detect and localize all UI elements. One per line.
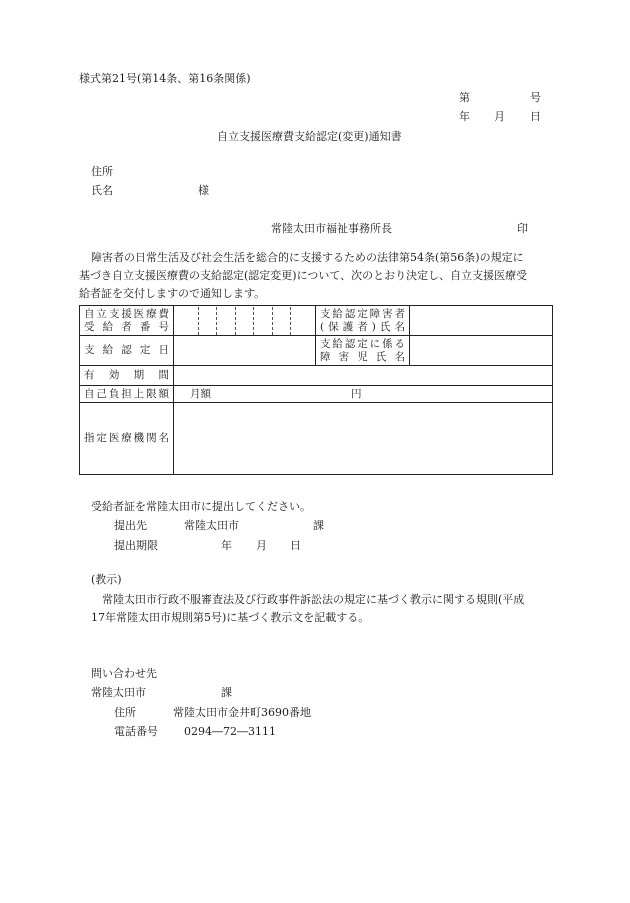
yen-label: 円 [351, 388, 362, 400]
submit-to-label: 提出先 [114, 519, 147, 532]
table-row [80, 336, 553, 366]
validity-label: 有効期間 [80, 366, 174, 386]
guardian-name-label: 支給認定障害者 (保護者)氏名 [316, 306, 410, 336]
table-row [80, 386, 553, 403]
submission-intro: 受給者証を常陸太田市に提出してください。 [91, 500, 311, 513]
certification-table [79, 305, 553, 475]
instruction-line-2: 17年常陸太田市規則第5号)に基づく教示文を記載する。 [91, 611, 370, 624]
number-prefix: 第 [459, 91, 470, 104]
limit-value [174, 386, 553, 403]
deadline-year: 年 [221, 539, 232, 552]
recipient-number-cells [174, 306, 316, 336]
seal-mark: 印 [517, 222, 528, 235]
table-row [80, 366, 553, 386]
body-line-1: 障害者の日常生活及び社会生活を総合的に支援するための法律第54条(第56条)の規定に [91, 251, 524, 264]
monthly-label: 月額 [190, 387, 211, 400]
submit-section: 課 [313, 519, 324, 532]
contact-address-label: 住所 [114, 706, 136, 719]
date-month: 月 [494, 110, 505, 123]
table-row [80, 403, 553, 475]
address-label: 住所 [91, 165, 113, 178]
body-line-2: 基づき自立支援医療費の支給認定(認定変更)について、次のとおり決定し、自立支援医療受 [79, 269, 528, 282]
date-year: 年 [459, 110, 470, 123]
institution-value [174, 403, 553, 475]
contact-org: 常陸太田市 [91, 686, 146, 699]
limit-label: 自己負担上限額 [80, 386, 174, 403]
child-name-label: 支給認定に係る 障害児氏名 [316, 336, 410, 366]
honorific: 様 [198, 184, 209, 197]
contact-phone-label: 電話番号 [114, 725, 158, 738]
name-label: 氏名 [91, 184, 113, 197]
contact-phone: 0294―72―3111 [184, 725, 276, 738]
deadline-label: 提出期限 [114, 539, 158, 552]
issuer-name: 常陸太田市福祉事務所長 [271, 222, 392, 235]
instruction-heading: (教示) [91, 573, 122, 586]
cert-date-label: 支給認定日 [80, 336, 174, 366]
number-suffix: 号 [530, 91, 541, 104]
recipient-number-label: 自立支援医療費 受給者番号 [80, 306, 174, 336]
contact-address: 常陸太田市金井町3690番地 [173, 706, 311, 719]
date-day: 日 [530, 110, 541, 123]
document-title: 自立支援医療費支給認定(変更)通知書 [217, 130, 402, 143]
validity-value [174, 366, 553, 386]
form-number: 様式第21号(第14条、第16条関係) [79, 72, 251, 85]
instruction-line-1: 常陸太田市行政不服審査法及び行政事件訴訟法の規定に基づく教示に関する規則(平成 [102, 593, 525, 606]
institution-label: 指定医療機関名 [80, 403, 174, 475]
contact-section: 課 [221, 686, 232, 699]
submit-to-value: 常陸太田市 [184, 519, 239, 532]
table-row [80, 306, 553, 336]
deadline-day: 日 [290, 539, 301, 552]
guardian-name-value [410, 306, 553, 336]
body-line-3: 給者証を交付しますので通知します。 [79, 287, 266, 300]
cert-date-value [174, 336, 316, 366]
child-name-value [410, 336, 553, 366]
contact-heading: 問い合わせ先 [91, 667, 157, 680]
deadline-month: 月 [256, 539, 267, 552]
